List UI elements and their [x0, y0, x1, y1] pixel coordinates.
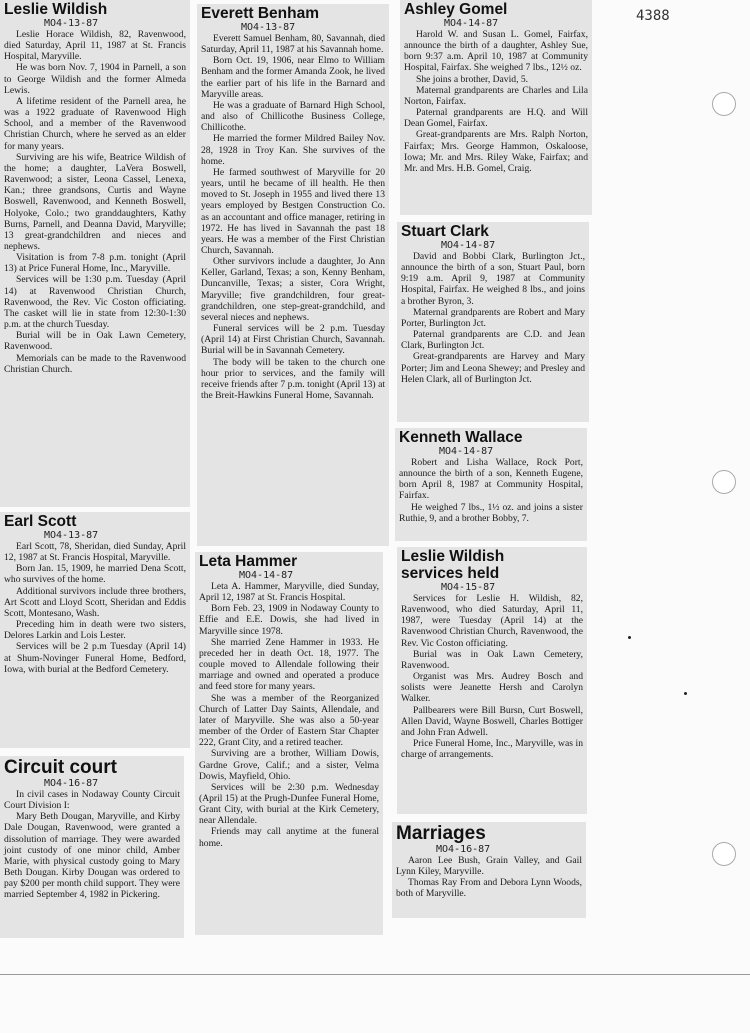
- paragraph: Services will be 2 p.m Tuesday (April 14) at Shum-Novinger Funeral Home, Bedford, Iowa, with burial at the Bedford Cemetery.: [4, 641, 186, 675]
- headline: Leta Hammer: [199, 553, 298, 570]
- paragraph: Great-grandparents are Mrs. Ralph Norton, Fairfax; Mrs. George Hammon, Oskaloose, Iowa; Mr. and Mrs. Riley Wake, Fairfax; and Mr. and Mrs. H.B. Gomel, Craig.: [404, 129, 588, 174]
- handwritten-date: MO4-13-87: [241, 22, 296, 33]
- binder-hole: [712, 842, 736, 866]
- paragraph: Services will be 1:30 p.m. Tuesday (April 14) at Ravenwood Christian Church, Ravenwood, the Rev. Vic Coston officiating. The casket will lie in state from 12:30-1:30 p.m. at the church Tuesday.: [4, 274, 186, 331]
- headline: Earl Scott: [4, 513, 77, 530]
- paragraph: Great-grandparents are Harvey and Mary Porter; Jim and Leona Shewey; and Presley and Helen Clark, all of Burlington Jct.: [401, 351, 585, 385]
- paragraph: Maternal grandparents are Charles and Lila Norton, Fairfax.: [404, 84, 588, 107]
- paragraph: Organist was Mrs. Audrey Bosch and solists were Jeanette Hersh and Carolyn Walker.: [401, 671, 583, 705]
- handwritten-date: MO4-14-87: [239, 570, 294, 581]
- paragraph: Friends may call anytime at the funeral home.: [199, 826, 379, 849]
- paragraph: Born Oct. 19, 1906, near Elmo to William Benham and the former Amanda Zook, he lived the earlier part of his life in the Barnard and Maryville areas.: [201, 55, 385, 100]
- paragraph: A lifetime resident of the Parnell area, he was a 1922 graduate of Ravenwood High School, and a member of the Ravenwood Christian Church, where he served as an elder for many years.: [4, 95, 186, 152]
- birth-kenneth-wallace: [395, 428, 587, 541]
- paragraph: Born Feb. 23, 1909 in Nodaway County to Effie and E.E. Dowis, she had lived in Maryville since 1978.: [199, 603, 379, 637]
- paragraph: Services for Leslie H. Wildish, 82, Ravenwood, who died Saturday, April 11, 1987, were Tuesday (April 14) at the Ravenwood Christian Church, Ravenwood, the Rev. Vic Coston officiating.: [401, 593, 583, 649]
- headline: Leslie Wildish: [4, 1, 108, 18]
- headline: Stuart Clark: [401, 223, 489, 240]
- handwritten-date: MO4-13-87: [44, 18, 99, 29]
- handwritten-date: MO4-15-87: [441, 582, 496, 593]
- obituary-everett-benham: [197, 4, 389, 546]
- paragraph: Funeral services will be 2 p.m. Tuesday (April 14) at First Christian Church, Savannah. Burial will be in Savannah Cemetery.: [201, 323, 385, 357]
- handwritten-date: MO4-16-87: [44, 778, 99, 789]
- birth-ashley-gomel: [400, 0, 592, 215]
- paragraph: Burial was in Oak Lawn Cemetery, Ravenwood.: [401, 648, 583, 671]
- paragraph: Burial will be in Oak Lawn Cemetery, Ravenwood.: [4, 330, 186, 353]
- paragraph: Born Jan. 15, 1909, he married Dena Scott, who survives of the home.: [4, 563, 186, 586]
- handwritten-date: MO4-14-87: [439, 446, 494, 457]
- handwritten-date: MO4-13-87: [44, 530, 99, 541]
- paragraph: Earl Scott, 78, Sheridan, died Sunday, April 12, 1987 at St. Francis Hospital, Maryville.: [4, 541, 186, 564]
- obituary-leslie-wildish: [0, 0, 190, 507]
- headline: Ashley Gomel: [404, 1, 508, 18]
- paragraph: Surviving are his wife, Beatrice Wildish of the home; a daughter, LaVera Boswell, Ravenwood; a sister, Leona Cassel, Lenexa, Kan.; three grandsons, Curtis and Wayne Boswell, Ravenwood, and Kenneth Boswell, Holyoke, Colo.; two granddaughters, Kathy Burns, Parnell, and Deanna David, Maryville; 13 great-grandchildren and nieces and nephews.: [4, 151, 186, 252]
- binder-hole: [712, 92, 736, 116]
- paragraph: Visitation is from 7-8 p.m. tonight (April 13) at Price Funeral Home, Inc., Maryville.: [4, 252, 186, 275]
- paragraph: Leta A. Hammer, Maryville, died Sunday, April 12, 1987 at St. Francis Hospital.: [199, 581, 379, 604]
- paragraph: Leslie Horace Wildish, 82, Ravenwood, died Saturday, April 11, 1987 at St. Francis Hospital, Maryville.: [4, 29, 186, 63]
- paragraph: Other survivors include a daughter, Jo Ann Keller, Garland, Texas; a son, Kenny Benham, Duncanville, Texas; a sister, Cora Wright, Maryville; five grandchildren, four great-grandchildren, one step-great-grandchild, and several nieces and nephews.: [201, 256, 385, 323]
- page-number: 4388: [636, 8, 670, 24]
- paragraph: He was a graduate of Barnard High School, and also of Chillicothe Business College, Chillicothe.: [201, 99, 385, 134]
- paragraph: He farmed southwest of Maryville for 20 years, until he became of ill health. He then moved to St. Joseph in 1955 and lived there 13 years employed by Bestgen Construction Co. as an accountant and office manager, retiring in 1972. He has lived in Savannah the past 18 years. He was a member of the First Christian Church, Savannah.: [201, 166, 385, 256]
- page-edge-line: [0, 974, 750, 975]
- paragraph: Price Funeral Home, Inc., Maryville, was in charge of arrangements.: [401, 738, 583, 761]
- binder-hole: [712, 470, 736, 494]
- headline: Circuit court: [4, 757, 117, 778]
- paragraph: He was born Nov. 7, 1904 in Parnell, a son to George Wildish and the former Almeda Lewis.: [4, 62, 186, 96]
- paragraph: Paternal grandparents are H.Q. and Will Dean Gomel, Fairfax.: [404, 107, 588, 130]
- paragraph: Preceding him in death were two sisters, Delores Larkin and Lois Lester.: [4, 619, 186, 642]
- notice-circuit-court: [0, 756, 184, 938]
- services-leslie-wildish: [397, 547, 587, 814]
- headline: Everett Benham: [201, 5, 320, 22]
- birth-stuart-clark: [397, 222, 589, 422]
- paragraph: Pallbearers were Bill Bursn, Curt Boswell, Allen David, Wayne Boswell, Charles Bottiger and John Fran Adwell.: [401, 704, 583, 738]
- headline: Marriages: [396, 823, 486, 844]
- paragraph: Surviving are a brother, William Dowis, Gardne Grove, Calif.; and a sister, Velma Dowis, Mayfield, Ohio.: [199, 748, 379, 782]
- headline-line-2: services held: [401, 565, 500, 582]
- paragraph: The body will be taken to the church one hour prior to services, and the family will receive friends after 7 p.m. tonight (April 13) at the Breit-Hawkins Funeral Home, Savannah.: [201, 356, 385, 401]
- paragraph: Maternal grandparents are Robert and Mary Porter, Burlington Jct.: [401, 306, 585, 329]
- handwritten-date: MO4-16-87: [436, 844, 491, 855]
- obituary-earl-scott: [0, 512, 190, 748]
- paragraph: Aaron Lee Bush, Grain Valley, and Gail Lynn Kiley, Maryville.: [396, 855, 582, 878]
- handwritten-date: MO4-14-87: [444, 18, 499, 29]
- paragraph: He married the former Mildred Bailey Nov. 28, 1928 in Troy Kan. She survives of the home.: [201, 133, 385, 167]
- paragraph: He weighed 7 lbs., 1½ oz. and joins a sister Ruthie, 9, and a brother Bobby, 7.: [399, 501, 583, 524]
- paragraph: Everett Samuel Benham, 80, Savannah, died Saturday, April 11, 1987 at his Savannah home.: [201, 33, 385, 56]
- paragraph: Paternal grandparents are C.D. and Jean Clark, Burlington Jct.: [401, 329, 585, 352]
- speck: [684, 692, 687, 695]
- paragraph: Memorials can be made to the Ravenwood Christian Church.: [4, 352, 186, 375]
- handwritten-date: MO4-14-87: [441, 240, 496, 251]
- paragraph: Mary Beth Dougan, Maryville, and Kirby Dale Dougan, Ravenwood, were granted a dissolution of marriage. They were awarded joint custody of one minor child, Amber Marie, with physical custody going to Mary Beth Dougan. Kirby Dougan was ordered to pay $200 per month child support. They were married September 4, 1982 in Pickering.: [4, 811, 180, 901]
- paragraph: Harold W. and Susan L. Gomel, Fairfax, announce the birth of a daughter, Ashley Sue, born 9:37 a.m. April 10, 1987 at Community Hospital, Fairfax. She weighed 7 lbs., 12½ oz.: [404, 29, 588, 74]
- headline: Kenneth Wallace: [399, 429, 523, 446]
- paragraph: She married Zene Hammer in 1933. He preceded her in death Oct. 18, 1977. The couple moved to Allendale following their marriage and owned and operated a produce and feed store for many years.: [199, 636, 379, 693]
- notice-marriages: [392, 822, 586, 918]
- paragraph: She was a member of the Reorganized Church of Latter Day Saints, Allendale, and later of Maryville. She was also a 50-year member of the Order of Eastern Star Chapter 222, Grant City, and a retired teacher.: [199, 692, 379, 749]
- paragraph: She joins a brother, David, 5.: [416, 73, 529, 85]
- paragraph: In civil cases in Nodaway County Circuit Court Division I:: [4, 789, 180, 812]
- paragraph: Additional survivors include three brothers, Art Scott and Lloyd Scott, Sheridan and Eddis Scott, Montesano, Wash.: [4, 585, 186, 619]
- paragraph: Robert and Lisha Wallace, Rock Port, announce the birth of a son, Kenneth Eugene, born April 8, 1987 at Community Hospital, Fairfax.: [399, 457, 583, 502]
- headline: Leslie Wildish: [401, 548, 505, 565]
- speck: [628, 636, 631, 639]
- paragraph: Thomas Ray From and Debora Lynn Woods, both of Maryville.: [396, 877, 582, 900]
- paragraph: David and Bobbi Clark, Burlington Jct., announce the birth of a son, Stuart Paul, born 9:19 a.m. April 9, 1987 at Community Hospital, Fairfax. He weighed 8 lbs., and joins a brother Byron, 3.: [401, 251, 585, 307]
- obituary-leta-hammer: [195, 552, 383, 935]
- paragraph: Services will be 2:30 p.m. Wednesday (April 15) at the Prugh-Dunfee Funeral Home, Grant City, with burial at the Kirk Cemetery, near Allendale.: [199, 781, 379, 827]
